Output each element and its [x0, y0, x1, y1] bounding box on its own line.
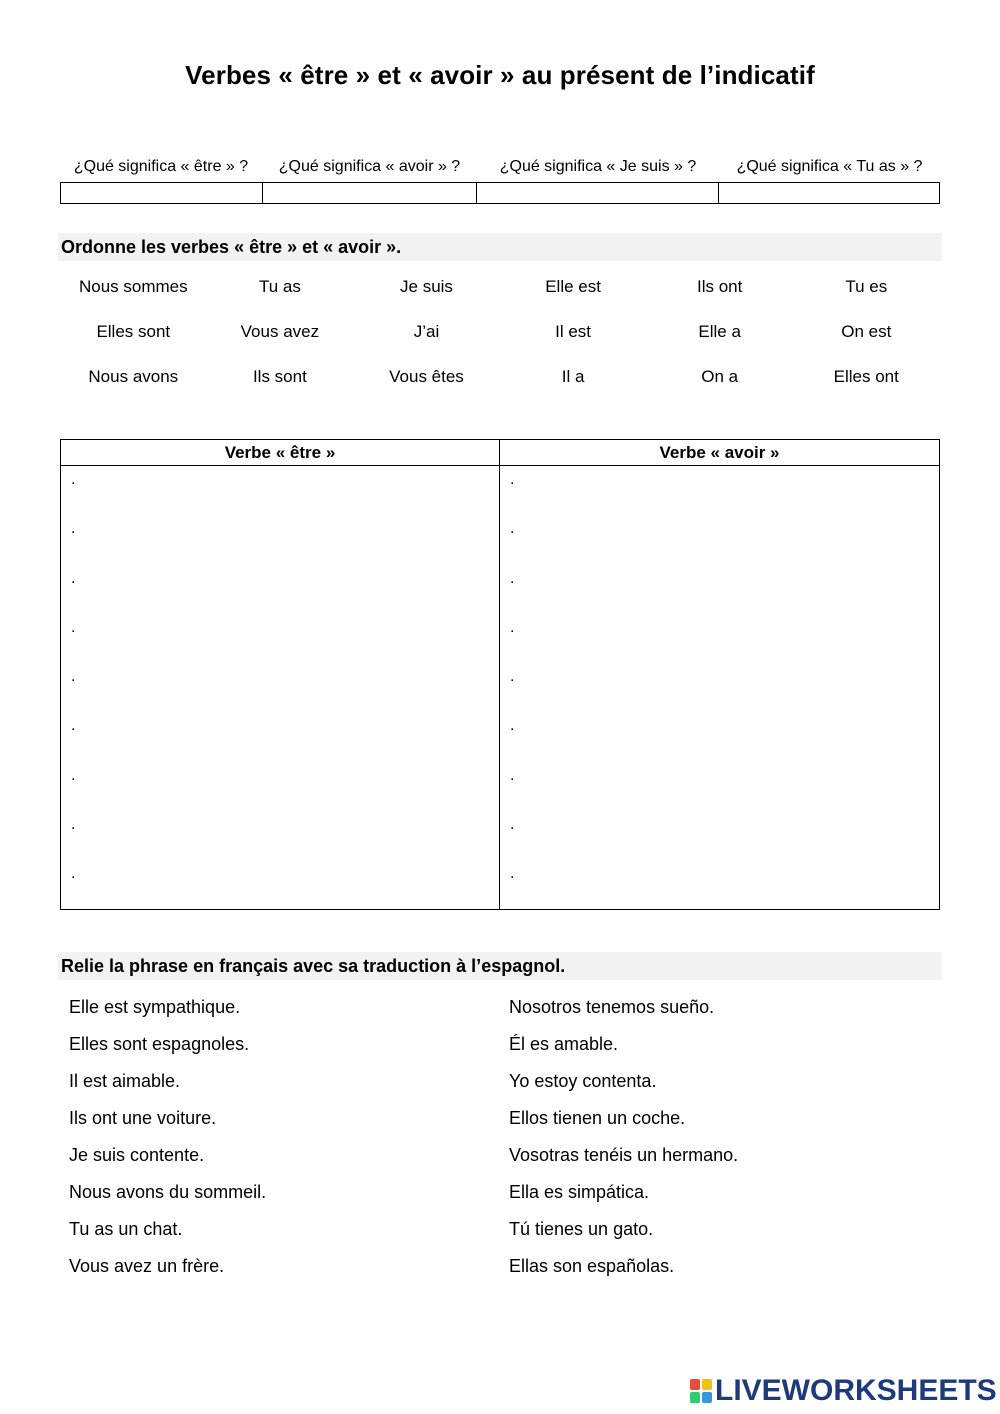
- verb-chip[interactable]: Ils ont: [696, 277, 743, 296]
- french-sentence[interactable]: Tu as un chat.: [69, 1219, 183, 1239]
- answer-etre-input[interactable]: [61, 183, 263, 203]
- verb-chip[interactable]: Elle est: [545, 277, 601, 296]
- etre-answer-line: [61, 762, 499, 811]
- bullet: .: [510, 766, 515, 784]
- question-labels: [60, 158, 940, 180]
- verb-chip[interactable]: Tu es: [845, 277, 888, 296]
- avoir-answer-line: [500, 712, 939, 761]
- etre-answer-input[interactable]: [79, 618, 481, 637]
- spanish-translation[interactable]: Yo estoy contenta.: [509, 1071, 657, 1091]
- french-sentence[interactable]: Nous avons du sommeil.: [69, 1182, 267, 1202]
- etre-answer-input[interactable]: [79, 667, 481, 686]
- bullet: .: [510, 618, 515, 636]
- verb-chip[interactable]: Elles sont: [96, 322, 171, 341]
- spanish-translation[interactable]: Vosotras tenéis un hermano.: [509, 1145, 739, 1165]
- avoir-answer-line: [500, 663, 939, 712]
- avoir-answer-line: [500, 762, 939, 811]
- logo-text: LIVEWORKSHEETS: [715, 1374, 997, 1407]
- verb-chip[interactable]: Vous êtes: [389, 367, 464, 386]
- logo-mark-icon: [690, 1379, 712, 1403]
- etre-answer-line: [61, 515, 499, 564]
- questions-row: [60, 158, 940, 206]
- section-heading-match: Relie la phrase en français avec sa traduction à l’espagnol.: [58, 952, 942, 980]
- verb-chip[interactable]: Tu as: [258, 277, 301, 296]
- answer-avoir-input[interactable]: [263, 183, 478, 203]
- bullet: .: [510, 668, 515, 686]
- avoir-answer-input[interactable]: [518, 618, 921, 637]
- bullet: .: [510, 520, 515, 538]
- verb-chip[interactable]: Je suis: [400, 277, 453, 296]
- avoir-answer-input[interactable]: [518, 766, 921, 785]
- avoir-answer-line: [500, 466, 939, 515]
- verb-chip[interactable]: J’ai: [413, 322, 440, 341]
- verb-chip[interactable]: Il est: [555, 322, 592, 341]
- bullet: .: [71, 766, 76, 784]
- avoir-answer-input[interactable]: [518, 569, 921, 588]
- avoir-answer-line: [500, 811, 939, 860]
- etre-answer-line: [61, 663, 499, 712]
- bullet: .: [71, 569, 76, 587]
- spanish-translation[interactable]: Ellas son españolas.: [509, 1256, 675, 1276]
- avoir-answer-line: [500, 860, 939, 909]
- answer-je-suis-input[interactable]: [477, 183, 718, 203]
- bullet: .: [71, 618, 76, 636]
- etre-answer-line: [61, 811, 499, 860]
- etre-answer-line: [61, 466, 499, 515]
- french-sentence[interactable]: Elles sont espagnoles.: [69, 1034, 250, 1054]
- spanish-translations: [509, 990, 949, 1286]
- avoir-answer-input[interactable]: [518, 470, 921, 489]
- avoir-answer-input[interactable]: [518, 815, 921, 834]
- page-title: Verbes « être » et « avoir » au présent de l’indicatif: [185, 60, 815, 90]
- question-label: ¿Qué significa « Tu as » ?: [736, 158, 923, 175]
- verb-chip[interactable]: Elle a: [698, 322, 741, 341]
- verb-chip[interactable]: Nous avons: [88, 367, 179, 386]
- liveworksheets-logo: [690, 1374, 997, 1408]
- question-label: ¿Qué significa « avoir » ?: [278, 158, 461, 175]
- french-sentences: [69, 990, 509, 1286]
- spanish-translation[interactable]: Tú tienes un gato.: [509, 1219, 654, 1239]
- french-sentence[interactable]: Ils ont une voiture.: [69, 1108, 217, 1128]
- avoir-answer-input[interactable]: [518, 716, 921, 735]
- verb-bank: [60, 274, 940, 409]
- bullet: .: [71, 865, 76, 883]
- bullet: .: [510, 865, 515, 883]
- spanish-translation[interactable]: Ellos tienen un coche.: [509, 1108, 686, 1128]
- etre-answer-input[interactable]: [79, 815, 481, 834]
- answer-tu-as-input[interactable]: [719, 183, 940, 203]
- french-sentence[interactable]: Je suis contente.: [69, 1145, 205, 1165]
- avoir-answer-line: [500, 614, 939, 663]
- bullet: .: [510, 717, 515, 735]
- bullet: .: [71, 668, 76, 686]
- french-sentence[interactable]: Il est aimable.: [69, 1071, 181, 1091]
- bullet: .: [510, 816, 515, 834]
- bullet: .: [71, 717, 76, 735]
- etre-answer-input[interactable]: [79, 519, 481, 538]
- question-label: ¿Qué significa « être » ?: [73, 158, 249, 175]
- spanish-translation[interactable]: Él es amable.: [509, 1034, 619, 1054]
- section-heading-order: Ordonne les verbes « être » et « avoir ».: [58, 233, 942, 261]
- column-etre: [61, 440, 500, 909]
- column-header-etre: Verbe « être »: [61, 440, 499, 466]
- etre-answer-line: [61, 860, 499, 909]
- column-header-avoir: Verbe « avoir »: [500, 440, 939, 466]
- bullet: .: [510, 569, 515, 587]
- etre-answer-input[interactable]: [79, 864, 481, 883]
- bullet: .: [71, 816, 76, 834]
- verb-chip[interactable]: Elles ont: [833, 367, 899, 386]
- avoir-answer-input[interactable]: [518, 667, 921, 686]
- verb-chip[interactable]: On est: [841, 322, 892, 341]
- verb-chip[interactable]: Nous sommes: [78, 277, 188, 296]
- etre-answer-line: [61, 565, 499, 614]
- french-sentence[interactable]: Elle est sympathique.: [69, 997, 241, 1017]
- etre-answer-line: [61, 614, 499, 663]
- verb-chip[interactable]: Vous avez: [240, 322, 320, 341]
- avoir-answer-input[interactable]: [518, 864, 921, 883]
- etre-answer-line: [61, 712, 499, 761]
- sort-table: [60, 439, 940, 910]
- matching-exercise: [69, 990, 949, 1286]
- french-sentence[interactable]: Vous avez un frère.: [69, 1256, 225, 1276]
- spanish-translation[interactable]: Ella es simpática.: [509, 1182, 650, 1202]
- bullet: .: [71, 520, 76, 538]
- spanish-translation[interactable]: Nosotros tenemos sueño.: [509, 997, 715, 1017]
- verb-chip[interactable]: On a: [701, 367, 739, 386]
- etre-answer-input[interactable]: [79, 716, 481, 735]
- avoir-answer-input[interactable]: [518, 519, 921, 538]
- verb-chip[interactable]: Il a: [561, 367, 585, 386]
- bullet: .: [71, 471, 76, 488]
- column-avoir: [500, 440, 939, 909]
- question-label: ¿Qué significa « Je suis » ?: [499, 158, 697, 175]
- avoir-answer-line: [500, 565, 939, 614]
- etre-answer-input[interactable]: [79, 766, 481, 785]
- etre-answer-input[interactable]: [79, 470, 481, 489]
- etre-answer-input[interactable]: [79, 569, 481, 588]
- verb-chip[interactable]: Ils sont: [252, 367, 307, 386]
- question-answer-boxes: [60, 182, 940, 204]
- bullet: .: [510, 471, 515, 488]
- avoir-answer-line: [500, 515, 939, 564]
